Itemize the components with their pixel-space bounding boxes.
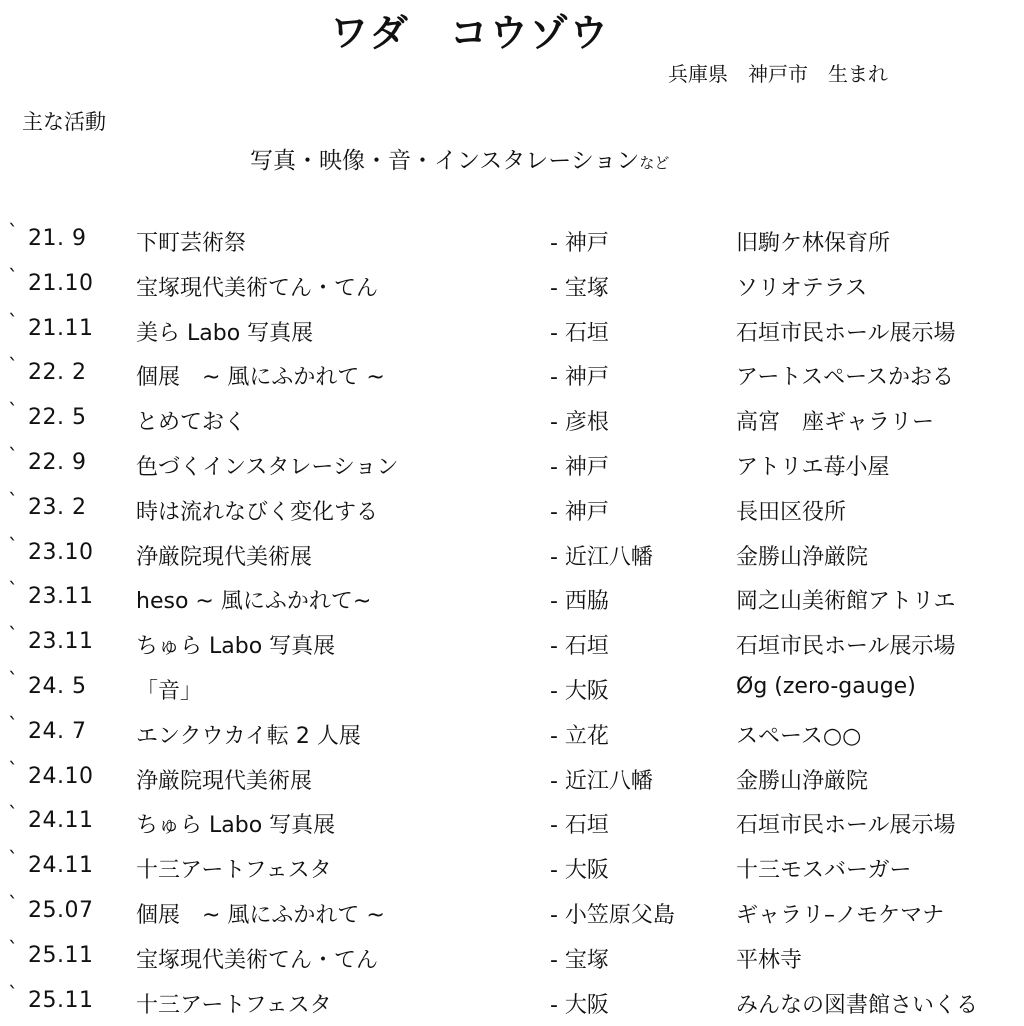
history-row	[0, 399, 1024, 444]
history-venue: アートスペースかおる	[736, 365, 955, 391]
history-date: 22. 5	[28, 405, 87, 431]
history-place: - 大阪	[550, 678, 609, 704]
history-title: 時は流れなびく変化する	[136, 499, 379, 525]
history-venue: 岡之山美術館アトリエ	[736, 589, 956, 615]
backtick-mark: `	[8, 309, 18, 334]
history-title: エンクウカイ転 2 人展	[136, 723, 361, 749]
history-row	[0, 534, 1024, 579]
backtick-mark: `	[8, 264, 18, 289]
backtick-mark: `	[8, 533, 18, 558]
history-place: - 大阪	[550, 992, 609, 1018]
history-row	[0, 623, 1024, 668]
history-row	[0, 892, 1024, 937]
history-date: 24. 5	[28, 673, 87, 699]
history-title: 美ら Labo 写真展	[136, 320, 314, 346]
history-venue: ソリオテラス	[736, 275, 868, 301]
activities-main: 写真・映像・音・インスタレーション	[250, 148, 640, 174]
history-date: 21.10	[28, 270, 94, 296]
history-venue: 旧駒ケ林保育所	[736, 231, 891, 256]
history-venue: 金勝山浄厳院	[736, 544, 869, 570]
history-date: 24.11	[28, 853, 94, 879]
history-row	[0, 847, 1024, 892]
history-place: - 立花	[550, 723, 609, 749]
backtick-mark: `	[8, 891, 18, 916]
history-row	[0, 265, 1024, 310]
history-title: 宝塚現代美術てん・てん	[136, 947, 379, 973]
history-place: - 近江八幡	[550, 768, 653, 794]
history-title: heso ~ 風にふかれて~	[136, 589, 372, 615]
backtick-mark: `	[8, 354, 18, 379]
history-row	[0, 758, 1024, 803]
history-place: - 小笠原父島	[550, 902, 675, 928]
artist-name: ワダ コウゾウ	[330, 11, 610, 55]
backtick-mark: `	[8, 667, 18, 692]
backtick-mark: `	[8, 712, 18, 737]
backtick-mark: `	[8, 488, 18, 513]
history-row	[0, 802, 1024, 847]
history-place: - 彦根	[550, 410, 609, 436]
history-venue: 平林寺	[736, 947, 803, 973]
history-venue: Øg (zero-gauge)	[736, 673, 916, 699]
history-row	[0, 220, 1024, 265]
backtick-mark: `	[8, 757, 18, 782]
history-date: 23.11	[28, 629, 94, 655]
history-venue: 石垣市民ホール展示場	[736, 813, 956, 839]
history-title: 浄厳院現代美術展	[136, 544, 313, 570]
history-date: 24. 7	[28, 718, 87, 744]
history-venue: 金勝山浄厳院	[736, 768, 869, 794]
history-date: 22. 2	[28, 360, 87, 386]
history-place: - 宝塚	[550, 947, 609, 973]
history-place: - 神戸	[550, 231, 609, 256]
history-title: 下町芸術祭	[136, 231, 247, 256]
history-row	[0, 982, 1024, 1026]
history-venue: みんなの図書館さいくる	[736, 992, 979, 1018]
backtick-mark: `	[8, 981, 18, 1006]
history-row	[0, 489, 1024, 534]
history-row	[0, 713, 1024, 758]
history-venue: 石垣市民ホール展示場	[736, 634, 956, 660]
history-place: - 神戸	[550, 365, 609, 391]
history-place: - 大阪	[550, 858, 609, 884]
activities-label: 主な活動	[22, 110, 106, 134]
history-venue: 高宮 座ギャラリー	[736, 410, 935, 436]
history-date: 25.07	[28, 897, 94, 923]
history-venue: スペース○○	[736, 723, 862, 749]
history-date: 25.11	[28, 942, 94, 968]
history-place: - 石垣	[550, 320, 609, 346]
history-venue: 石垣市民ホール展示場	[736, 320, 956, 346]
history-date: 24.10	[28, 763, 94, 789]
backtick-mark: `	[8, 220, 18, 244]
history-venue: 長田区役所	[736, 499, 847, 525]
backtick-mark: `	[8, 443, 18, 468]
history-place: - 宝塚	[550, 275, 609, 301]
history-title: 十三アートフェスタ	[136, 992, 332, 1018]
history-title: 十三アートフェスタ	[136, 858, 332, 884]
history-title: ちゅら Labo 写真展	[136, 813, 336, 839]
backtick-mark: `	[8, 936, 18, 961]
history-place: - 近江八幡	[550, 544, 653, 570]
backtick-mark: `	[8, 623, 18, 648]
activities-suffix: など	[639, 154, 670, 172]
history-title: 個展 ~ 風にふかれて ~	[136, 365, 385, 391]
history-title: 個展 ~ 風にふかれて ~	[136, 902, 385, 928]
backtick-mark: `	[8, 399, 18, 424]
history-date: 23.11	[28, 584, 94, 610]
history-date: 21. 9	[28, 226, 87, 251]
history-title: ちゅら Labo 写真展	[136, 634, 336, 660]
history-date: 24.11	[28, 808, 94, 834]
exhibition-history	[0, 220, 1024, 1026]
backtick-mark: `	[8, 802, 18, 827]
history-row	[0, 444, 1024, 489]
history-title: 「音」	[136, 678, 203, 704]
history-venue: ギャラリ–ノモケマナ	[736, 902, 945, 928]
history-date: 21.11	[28, 315, 94, 341]
history-place: - 神戸	[550, 499, 609, 525]
history-venue: 十三モスバーガー	[736, 858, 912, 884]
history-row	[0, 310, 1024, 355]
history-venue: アトリエ苺小屋	[736, 454, 890, 480]
history-row	[0, 668, 1024, 713]
history-place: - 石垣	[550, 634, 609, 660]
history-place: - 石垣	[550, 813, 609, 839]
history-title: とめておく	[136, 410, 247, 436]
history-row	[0, 578, 1024, 623]
history-title: 浄厳院現代美術展	[136, 768, 313, 794]
history-place: - 神戸	[550, 454, 609, 480]
history-row	[0, 354, 1024, 399]
history-title: 色づくインスタレーション	[136, 454, 399, 480]
history-title: 宝塚現代美術てん・てん	[136, 275, 379, 301]
history-date: 23.10	[28, 539, 94, 565]
backtick-mark: `	[8, 578, 18, 603]
history-date: 22. 9	[28, 449, 87, 475]
history-date: 25.11	[28, 987, 94, 1013]
backtick-mark: `	[8, 847, 18, 872]
activities-text	[250, 142, 669, 175]
history-place: - 西脇	[550, 589, 609, 615]
history-row	[0, 937, 1024, 982]
birthplace: 兵庫県 神戸市 生まれ	[668, 62, 888, 86]
history-date: 23. 2	[28, 494, 87, 520]
